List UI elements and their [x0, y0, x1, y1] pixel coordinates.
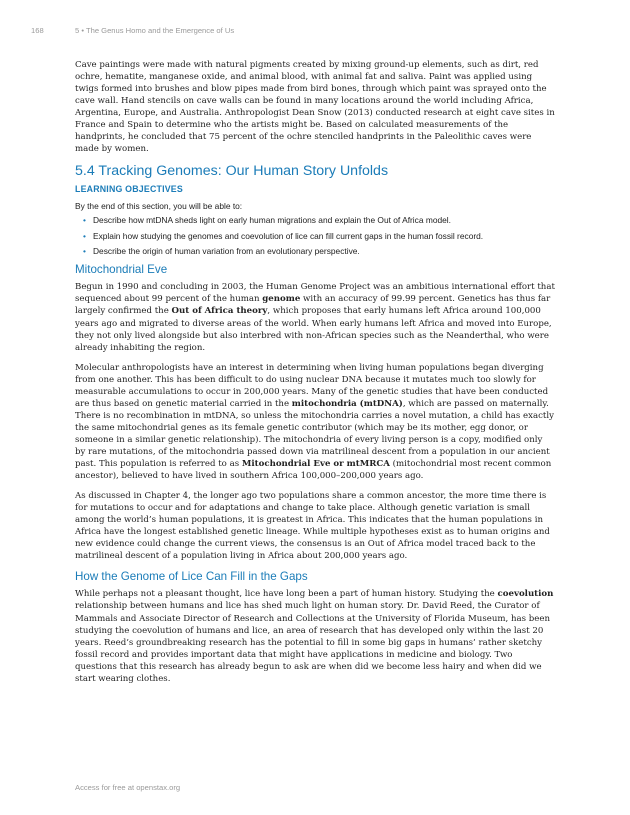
page-number: 168 — [31, 26, 44, 35]
objective-text: Explain how studying the genomes and coevolution of lice can fill current gaps in the human fossil record. — [93, 230, 484, 241]
learning-objectives-list — [75, 214, 555, 257]
key-term-mitochondrial-eve: Mitochondrial Eve or mtMRCA — [241, 459, 390, 470]
lice-paragraph-1 — [75, 588, 555, 684]
chapter-title: 5 • The Genus Homo and the Emergence of Us — [75, 26, 235, 35]
page-content — [75, 59, 555, 693]
bullet-icon: • — [83, 230, 86, 241]
bullet-icon: • — [83, 215, 86, 226]
objective-text: Describe the origin of human variation from an evolutionary perspective. — [93, 246, 360, 257]
objective-item — [83, 245, 555, 257]
running-head — [31, 26, 234, 35]
key-term-coevolution: coevolution — [497, 589, 554, 600]
mito-paragraph-1 — [75, 281, 555, 353]
text-run: Molecular anthropologists have an interest in determining when living human populations began diverging from one another. This has been difficult to do using nuclear DNA because it mutates much too slowly for measurable accumulations to occur in 200,000 years. Many of the genetic studies that have been conducted are thus based on genetic material carried in the — [75, 362, 549, 409]
objective-item — [83, 230, 555, 242]
mitochondrial-eve-heading: Mitochondrial Eve — [75, 263, 168, 277]
section-title: 5.4 Tracking Genomes: Our Human Story Unfolds — [75, 163, 389, 180]
text-run: While perhaps not a pleasant thought, lice have long been a part of human history. Studying the — [75, 589, 498, 600]
key-term-genome: genome — [262, 294, 301, 305]
mito-paragraph-3: As discussed in Chapter 4, the longer ago two populations share a common ancestor, the more time there is for mutations to occur and for adaptations and change to take place. Although genetic variation is small among the world’s human populations, it is greatest in Africa. This indicates that the human populations in Africa have the longest established genetic lineage. While multiple hypotheses exist as to human origins and new evidence could change the current views, the consensus is an Out of Africa model traced back to the matrilineal descent of a population living in Africa about 200,000 years ago. — [75, 491, 550, 562]
text-run: relationship between humans and lice has shed much light on human story. Dr. David Reed, the Curator of Mammals and Associate Director of Research and Collections at the University of Florida Museum, has been studying the coevolution of humans and lice, an area of research that has developed only within the last 20 years. Reed’s groundbreaking research has the potential to fill in some big gaps in humans’ rather sketchy fossil record and provides important data that might have applications in medicine and biology. Two questions that this research has already begun to ask are when did we become less hairy and when did we start wearing clothes. — [75, 601, 550, 684]
text-run: , which proposes that early humans left Africa around 100,000 years ago and migrated to diverse areas of the world. When early humans left Africa and moved into Europe, they not only lived alongside but also interbred with non-African species such as the Neanderthal, who were already inhabiting the region. — [75, 306, 552, 353]
mito-paragraph-2 — [75, 362, 555, 482]
text-run: , which are passed on maternally. There is no recombination in mtDNA, so unless the mitochondria carries a novel mutation, a child has exactly the same mitochondrial genes as its female genetic contributor (which may be its mother, egg donor, or someone in a similar genetic relationship). The mitochondria of every living person is a copy, modified only by rare mutations, of the mitochondria passed down via matrilineal descent from a population in our ancient past. This population is referred to as — [75, 398, 554, 470]
text-run: with an accuracy of 99.99 percent. Genetics has thus far largely confirmed the — [75, 294, 551, 317]
objective-text: Describe how mtDNA sheds light on early human migrations and explain the Out of Africa model. — [93, 215, 451, 226]
learning-objectives-heading: LEARNING OBJECTIVES — [75, 184, 183, 195]
footer-access-link[interactable]: Access for free at openstax.org — [75, 783, 181, 792]
learning-objectives-intro: By the end of this section, you will be able to: — [75, 201, 243, 212]
key-term-out-of-africa: Out of Africa theory — [171, 306, 268, 317]
text-run: Begun in 1990 and concluding in 2003, the Human Genome Project was an ambitious international effort that sequenced about 99 percent of the human — [75, 282, 555, 305]
bullet-icon: • — [83, 246, 86, 257]
objective-item — [83, 214, 555, 226]
text-run: (mitochondrial most recent common ancestor), believed to have lived in southern Africa 100,000–200,000 years ago. — [75, 459, 552, 482]
lice-heading: How the Genome of Lice Can Fill in the Gaps — [75, 570, 308, 584]
key-term-mitochondria: mitochondria (mtDNA) — [291, 398, 403, 409]
intro-paragraph: Cave paintings were made with natural pigments created by mixing ground-up elements, such as dirt, red ochre, hematite, manganese oxide, and animal blood, with animal fat and saliva. Paint was applied using twigs formed into brushes and blow pipes made from bird bones, through which paint was sprayed onto the cave wall. Hand stencils on cave walls can be found in many locations around the world including Africa, Argentina, Europe, and Australia. Anthropologist Dean Snow (2013) conducted research at eight cave sites in France and Spain to determine who the artists might be. Based on calculated measurements of the handprints, he concluded that 75 percent of the ochre stenciled handprints in the Paleolithic caves were made by women. — [75, 60, 555, 155]
